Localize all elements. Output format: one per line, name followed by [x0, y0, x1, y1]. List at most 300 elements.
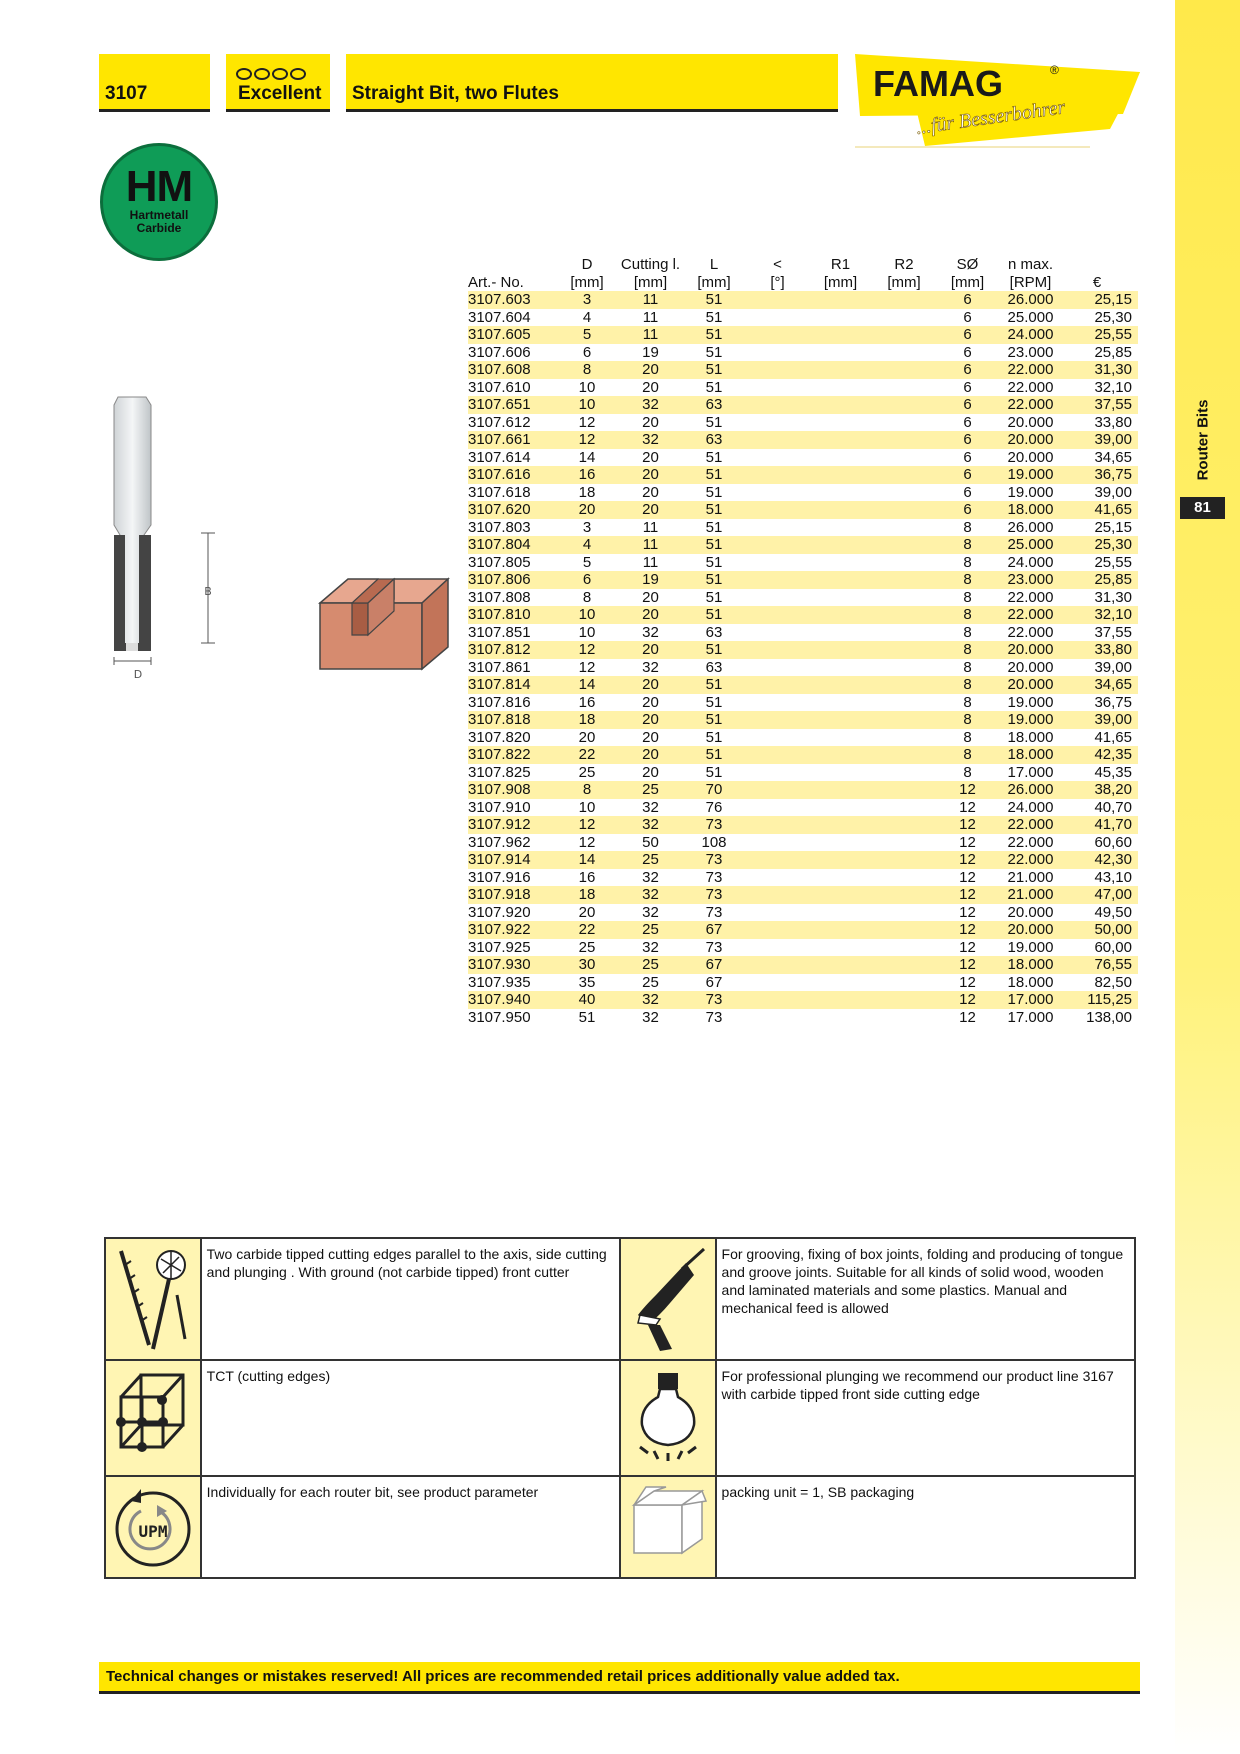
wood-groove-drawing [318, 575, 450, 671]
table-cell [746, 956, 809, 974]
table-cell [746, 396, 809, 414]
table-cell: 22.000 [1007, 623, 1054, 641]
table-cell [809, 729, 872, 747]
table-cell: 8 [936, 606, 999, 624]
section-label: Router Bits [1194, 399, 1212, 481]
application-icon-cell [620, 1238, 716, 1360]
table-cell [809, 484, 872, 502]
table-cell: 8 [555, 361, 619, 379]
table-cell: 22.000 [999, 606, 1062, 624]
table-cell: 73 [705, 903, 723, 921]
table-cell [746, 466, 809, 484]
table-cell: 51 [705, 413, 723, 431]
table-cell: 33,80 [1062, 641, 1138, 659]
info-row [105, 1238, 1135, 1360]
table-cell: 32 [642, 1008, 659, 1026]
table-cell: 32 [619, 396, 682, 414]
table-cell: 12 [959, 833, 976, 851]
table-cell: 20.000 [1007, 658, 1054, 676]
table-cell: 25,85 [1094, 343, 1132, 361]
table-cell: 41,70 [1062, 816, 1138, 834]
table-cell: 3107.818 [468, 711, 555, 729]
table-cell: 41,65 [1062, 501, 1138, 519]
table-cell: 22 [555, 921, 619, 939]
table-cell: 32 [619, 816, 682, 834]
table-cell: 25,15 [1094, 518, 1132, 536]
table-row [468, 431, 1138, 449]
article-group-box [99, 54, 210, 112]
table-row [468, 501, 1138, 519]
table-cell: 20 [578, 903, 596, 921]
label-d: D [133, 668, 143, 681]
table-cell: 17.000 [1007, 1008, 1054, 1026]
table-cell [746, 554, 809, 572]
table-cell: 76 [705, 798, 723, 816]
table-cell [746, 799, 809, 817]
table-cell: 25 [642, 973, 659, 991]
table-cell: 20 [619, 746, 682, 764]
table-cell: 6 [936, 431, 999, 449]
table-cell [872, 746, 936, 764]
table-cell: 22.000 [1007, 378, 1054, 396]
table-cell: 70 [682, 781, 746, 799]
table-cell: 20 [642, 763, 659, 781]
table-cell [809, 589, 872, 607]
table-cell: 6 [936, 326, 999, 344]
table-cell [746, 781, 809, 799]
table-cell: 8 [936, 711, 999, 729]
table-cell [872, 571, 936, 589]
table-cell: 12 [959, 798, 976, 816]
table-row [468, 711, 1138, 729]
table-cell: 41,65 [1094, 728, 1132, 746]
table-cell: 12 [578, 658, 596, 676]
table-cell [746, 921, 809, 939]
table-cell: 3107.604 [468, 308, 531, 326]
table-cell: 20 [619, 501, 682, 519]
table-cell: 32 [642, 798, 659, 816]
table-cell: 12 [578, 833, 596, 851]
table-cell [872, 799, 936, 817]
table-cell [809, 711, 872, 729]
table-cell [746, 746, 809, 764]
table-cell: 25,85 [1062, 571, 1138, 589]
table-cell: 12 [936, 886, 999, 904]
table-cell: 25 [619, 781, 682, 799]
table-row [468, 834, 1138, 852]
table-cell: 73 [705, 868, 723, 886]
table-row [468, 484, 1138, 502]
table-cell: 60,00 [1094, 938, 1132, 956]
table-cell: 10 [578, 623, 596, 641]
table-cell: 3107.822 [468, 746, 555, 764]
table-cell [809, 869, 872, 887]
table-cell [872, 781, 936, 799]
table-cell: 3107.910 [468, 798, 531, 816]
table-cell: 3107.922 [468, 921, 555, 939]
feature-text: Two carbide tipped cutting edges parallel to the axis, side cutting and plunging . With ground (not carbide tipped) front cutter [201, 1238, 620, 1360]
table-cell: 19.000 [999, 466, 1062, 484]
crystal-lattice-icon [111, 1367, 195, 1463]
header-cell [1062, 256, 1138, 274]
feature-icon-cell [105, 1238, 201, 1360]
tip-text: For professional plunging we recommend our product line 3167 with carbide tipped front side cutting edge [716, 1360, 1135, 1476]
header-cell: € [1092, 273, 1102, 291]
table-cell: 3107.820 [468, 728, 531, 746]
header-cell: R2 [894, 256, 914, 273]
table-cell: 22 [555, 746, 619, 764]
table-cell [746, 624, 809, 642]
table-cell [872, 974, 936, 992]
info-row [105, 1360, 1135, 1476]
table-cell: 39,00 [1094, 658, 1132, 676]
table-cell: 8 [936, 571, 999, 589]
table-row [468, 659, 1138, 677]
table-cell: 19.000 [1007, 938, 1054, 956]
table-cell: 37,55 [1094, 623, 1132, 641]
table-cell: 51 [682, 711, 746, 729]
table-cell [809, 799, 872, 817]
table-cell [809, 291, 872, 309]
table-row [468, 536, 1138, 554]
header-cell: D [581, 256, 593, 273]
table-cell: 20.000 [1007, 413, 1054, 431]
table-cell [809, 694, 872, 712]
table-cell: 3107.912 [468, 816, 555, 834]
badge-carbide: Carbide [136, 221, 182, 235]
table-cell: 32 [619, 886, 682, 904]
table-cell: 3107.606 [468, 343, 531, 361]
table-cell: 6 [963, 483, 972, 501]
table-cell [746, 974, 809, 992]
table-cell: 12 [578, 413, 596, 431]
table-cell: 32 [642, 658, 659, 676]
table-row [468, 326, 1138, 344]
table-row [468, 571, 1138, 589]
table-row [468, 676, 1138, 694]
table-row [468, 974, 1138, 992]
header-cell: [mm] [633, 273, 668, 291]
table-cell: 3107.812 [468, 641, 555, 659]
table-cell: 20.000 [999, 641, 1062, 659]
table-row [468, 641, 1138, 659]
table-cell: 39,00 [1094, 483, 1132, 501]
table-cell: 18 [555, 711, 619, 729]
table-row [468, 554, 1138, 572]
table-row [468, 729, 1138, 747]
table-cell: 20.000 [999, 431, 1062, 449]
packing-text: packing unit = 1, SB packaging [716, 1476, 1135, 1578]
header-cell: < [773, 256, 782, 273]
header-cell: [mm] [570, 273, 604, 291]
table-cell: 67 [682, 921, 746, 939]
table-cell: 6 [936, 466, 999, 484]
table-cell: 24.000 [999, 326, 1062, 344]
table-cell [872, 886, 936, 904]
table-cell: 30 [555, 956, 619, 974]
spec-table [468, 256, 1138, 1026]
table-cell: 12 [959, 868, 976, 886]
table-cell: 23.000 [1007, 343, 1054, 361]
table-cell: 50 [642, 833, 659, 851]
table-cell [809, 974, 872, 992]
table-cell: 6 [936, 501, 999, 519]
table-cell [746, 764, 809, 782]
table-cell [809, 326, 872, 344]
table-cell: 73 [705, 938, 723, 956]
table-cell: 11 [642, 553, 659, 571]
table-cell: 3107.914 [468, 851, 555, 869]
table-cell [872, 519, 936, 537]
table-cell: 12 [936, 781, 999, 799]
table-body [468, 291, 1138, 1026]
table-cell: 3107.603 [468, 291, 555, 309]
table-row [468, 1009, 1138, 1027]
table-cell [746, 536, 809, 554]
table-cell [746, 869, 809, 887]
table-cell [872, 589, 936, 607]
table-cell: 51 [705, 693, 723, 711]
table-cell: 25.000 [1007, 308, 1054, 326]
table-cell [872, 466, 936, 484]
table-row [468, 519, 1138, 537]
table-cell: 20 [619, 711, 682, 729]
table-cell: 25,15 [1062, 291, 1138, 309]
table-cell: 14 [578, 448, 596, 466]
table-cell [809, 676, 872, 694]
table-cell: 8 [936, 676, 999, 694]
table-cell: 12 [936, 816, 999, 834]
table-cell: 8 [936, 746, 999, 764]
table-cell: 63 [705, 658, 723, 676]
table-cell: 22.000 [999, 361, 1062, 379]
table-cell: 6 [963, 378, 972, 396]
table-cell: 18 [555, 886, 619, 904]
table-cell: 63 [705, 623, 723, 641]
table-cell: 8 [555, 781, 619, 799]
table-cell: 25 [619, 921, 682, 939]
table-cell: 12 [936, 921, 999, 939]
table-cell [746, 694, 809, 712]
table-cell: 51 [682, 326, 746, 344]
table-cell [809, 834, 872, 852]
table-cell: 51 [705, 763, 723, 781]
table-cell [746, 449, 809, 467]
table-cell: 8 [582, 588, 592, 606]
table-cell [746, 361, 809, 379]
table-cell: 3107.620 [468, 501, 555, 519]
table-cell: 51 [705, 308, 723, 326]
table-cell: 11 [642, 308, 659, 326]
table-cell: 12 [959, 973, 976, 991]
table-cell: 25,55 [1062, 326, 1138, 344]
table-cell: 31,30 [1094, 588, 1132, 606]
table-cell [872, 484, 936, 502]
table-cell [872, 606, 936, 624]
table-cell [809, 449, 872, 467]
table-cell [746, 309, 809, 327]
table-cell: 12 [555, 431, 619, 449]
table-row [468, 466, 1138, 484]
table-cell: 8 [963, 763, 972, 781]
table-cell: 3107.651 [468, 396, 555, 414]
table-cell: 18 [578, 483, 596, 501]
famag-logo [855, 54, 1140, 149]
light-bulb-icon [626, 1367, 710, 1467]
table-cell: 12 [936, 851, 999, 869]
table-cell: 3107.930 [468, 956, 555, 974]
table-row [468, 606, 1138, 624]
table-cell: 6 [582, 343, 592, 361]
table-cell [872, 431, 936, 449]
table-cell: 3107.616 [468, 466, 555, 484]
table-cell [746, 659, 809, 677]
table-cell: 51 [682, 746, 746, 764]
rating-circle-icon [290, 68, 306, 80]
table-cell [809, 991, 872, 1009]
rpm-icon [111, 1483, 195, 1571]
table-cell: 73 [682, 816, 746, 834]
table-cell [809, 904, 872, 922]
table-cell: 36,75 [1062, 466, 1138, 484]
table-cell [746, 851, 809, 869]
table-cell: 25 [578, 763, 596, 781]
table-cell [746, 379, 809, 397]
table-cell: 20 [619, 466, 682, 484]
table-cell: 18.000 [999, 956, 1062, 974]
table-cell: 3107.610 [468, 378, 531, 396]
table-cell [872, 729, 936, 747]
table-row [468, 291, 1138, 309]
table-cell: 51 [682, 676, 746, 694]
material-icon-cell [105, 1360, 201, 1476]
table-cell: 3107.803 [468, 518, 531, 536]
info-row [105, 1476, 1135, 1578]
material-text: TCT (cutting edges) [201, 1360, 620, 1476]
table-cell: 73 [705, 1008, 723, 1026]
table-cell [872, 554, 936, 572]
table-cell: 60,60 [1094, 833, 1132, 851]
table-cell: 22.000 [999, 851, 1062, 869]
table-cell: 8 [963, 728, 972, 746]
header-cell: [mm] [697, 273, 731, 291]
table-cell: 6 [963, 413, 972, 431]
table-cell: 51 [705, 588, 723, 606]
table-cell: 3107.612 [468, 413, 531, 431]
table-cell: 20 [642, 483, 659, 501]
table-cell: 20 [619, 361, 682, 379]
table-cell: 4 [582, 308, 592, 326]
table-cell: 5 [555, 326, 619, 344]
table-row [468, 869, 1138, 887]
table-cell: 20 [642, 448, 659, 466]
table-row [468, 939, 1138, 957]
table-row [468, 781, 1138, 799]
carbide-badge [100, 143, 218, 261]
table-cell [872, 361, 936, 379]
table-cell: 50,00 [1062, 921, 1138, 939]
table-cell [809, 571, 872, 589]
table-cell: 3107.950 [468, 1008, 531, 1026]
table-cell: 12 [555, 816, 619, 834]
table-row [468, 904, 1138, 922]
table-cell [872, 764, 936, 782]
table-cell [809, 466, 872, 484]
table-row [468, 851, 1138, 869]
header-cell: [mm] [823, 273, 858, 291]
table-cell [746, 641, 809, 659]
table-cell: 33,80 [1094, 413, 1132, 431]
table-cell: 22.000 [999, 816, 1062, 834]
table-cell: 51 [705, 553, 723, 571]
table-cell: 8 [963, 588, 972, 606]
table-cell: 51 [705, 483, 723, 501]
table-cell: 73 [682, 991, 746, 1009]
article-group: 3107 [105, 83, 148, 104]
table-row [468, 921, 1138, 939]
table-cell: 8 [963, 693, 972, 711]
table-cell [809, 851, 872, 869]
table-cell [809, 379, 872, 397]
rating-circle-icon [236, 68, 252, 80]
table-cell: 14 [555, 851, 619, 869]
tip-icon-cell [620, 1360, 716, 1476]
table-cell: 6 [963, 308, 972, 326]
table-cell [746, 291, 809, 309]
table-cell: 6 [936, 291, 999, 309]
table-row [468, 379, 1138, 397]
table-cell: 108 [701, 833, 727, 851]
table-cell [746, 904, 809, 922]
table-cell [872, 869, 936, 887]
table-cell: 19 [642, 343, 659, 361]
table-cell [872, 344, 936, 362]
table-cell [809, 816, 872, 834]
table-cell: 3107.816 [468, 693, 531, 711]
table-cell: 26.000 [1007, 518, 1054, 536]
table-cell: 22.000 [1007, 588, 1054, 606]
header-cell: [mm] [887, 273, 921, 291]
table-cell [872, 711, 936, 729]
table-cell: 12 [959, 1008, 976, 1026]
header-cell: L [709, 256, 719, 273]
table-cell: 20 [642, 378, 659, 396]
table-cell: 16 [578, 868, 596, 886]
table-cell [746, 326, 809, 344]
header-cell: n max. [1007, 256, 1053, 273]
header-cell: R1 [830, 256, 851, 273]
table-cell: 39,00 [1062, 711, 1138, 729]
table-cell: 3107.962 [468, 833, 531, 851]
table-cell: 11 [619, 536, 682, 554]
table-cell [746, 484, 809, 502]
table-cell [809, 361, 872, 379]
table-cell [872, 834, 936, 852]
table-cell [872, 676, 936, 694]
table-cell: 17.000 [1007, 763, 1054, 781]
table-cell: 16 [555, 466, 619, 484]
table-cell [746, 344, 809, 362]
table-cell [872, 309, 936, 327]
table-cell: 25 [619, 851, 682, 869]
table-cell [809, 956, 872, 974]
table-cell: 10 [555, 396, 619, 414]
header-cell: Cutting l. [620, 256, 681, 273]
speed-icon-cell [105, 1476, 201, 1578]
table-cell: 3107.825 [468, 763, 531, 781]
table-cell: 6 [936, 396, 999, 414]
table-cell [809, 764, 872, 782]
